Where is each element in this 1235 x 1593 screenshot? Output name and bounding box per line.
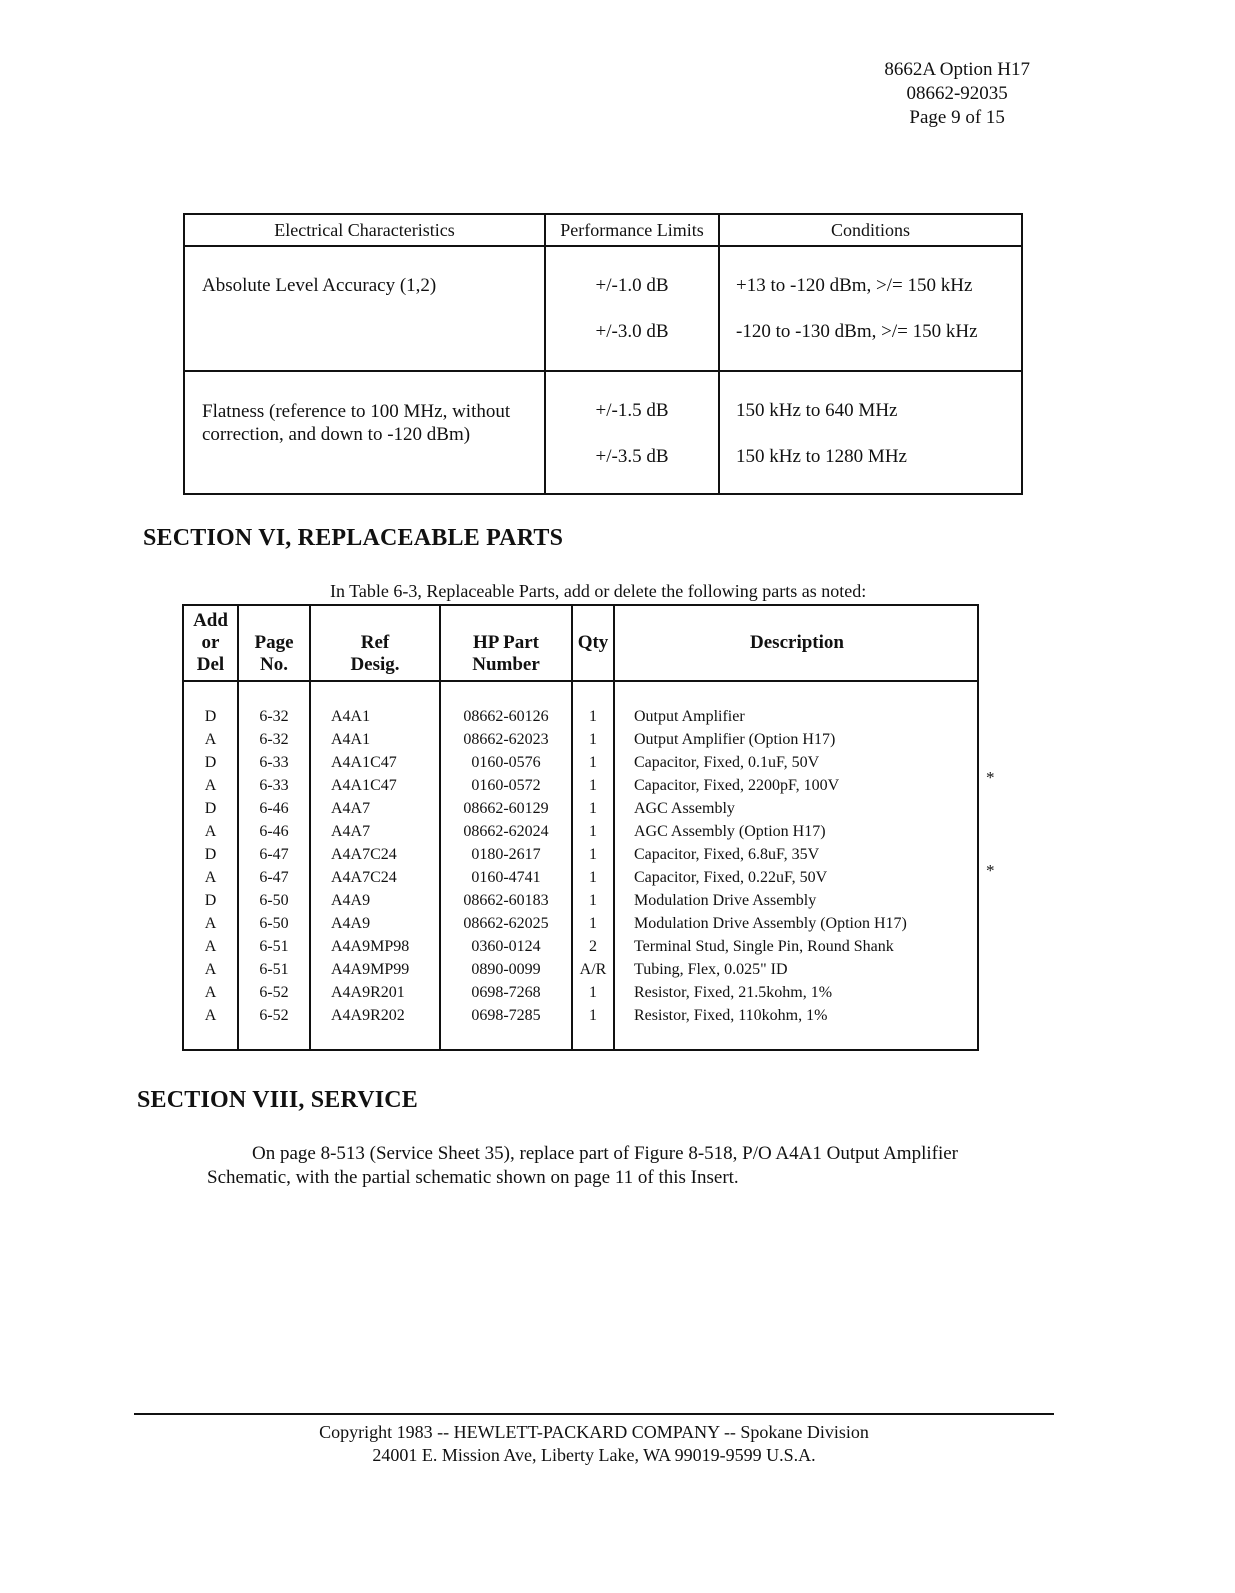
- condition-value: 150 kHz to 640 MHz: [736, 400, 898, 421]
- description-cell: Resistor, Fixed, 21.5kohm, 1%: [634, 984, 833, 1001]
- header-description: Description: [750, 632, 844, 653]
- add-del-cell: D: [204, 800, 217, 817]
- description-cell: Tubing, Flex, 0.025" ID: [634, 961, 788, 978]
- description-cell: Modulation Drive Assembly: [634, 892, 817, 909]
- page-no-cell: 6-32: [259, 708, 289, 725]
- page-no-cell: 6-46: [259, 823, 289, 840]
- characteristic-cell: Absolute Level Accuracy (1,2): [185, 247, 546, 370]
- header-characteristics: Electrical Characteristics: [185, 215, 546, 245]
- ref-desig-cell: A4A7: [331, 800, 371, 817]
- table-row: [184, 961, 977, 984]
- qty-cell: 1: [589, 846, 597, 863]
- add-del-cell: A: [204, 915, 217, 932]
- header-text: Ref: [360, 632, 390, 653]
- ref-desig-cell: A4A1C47: [331, 777, 397, 794]
- ref-desig-cell: A4A9: [331, 915, 371, 932]
- header-text: Add: [193, 610, 228, 631]
- header-text: Page: [254, 632, 294, 653]
- header-text: HP Part: [473, 632, 539, 653]
- qty-cell: 1: [589, 777, 597, 794]
- page-no-cell: 6-52: [259, 1007, 289, 1024]
- header-page-no: [239, 632, 309, 676]
- table-row: [185, 372, 1021, 493]
- ref-desig-cell: A4A7C24: [331, 869, 397, 886]
- description-cell: Output Amplifier: [634, 708, 745, 725]
- ref-desig-cell: A4A7: [331, 823, 371, 840]
- limit-value: +/-3.5 dB: [595, 446, 669, 467]
- add-del-cell: D: [204, 754, 217, 771]
- condition-value: 150 kHz to 1280 MHz: [736, 446, 907, 467]
- table-row: [184, 800, 977, 823]
- page-footer: [134, 1421, 1054, 1467]
- description-cell: Modulation Drive Assembly (Option H17): [634, 915, 907, 932]
- conditions-cell: [720, 372, 1021, 493]
- limit-value: +/-3.0 dB: [595, 321, 669, 342]
- add-del-cell: A: [204, 731, 217, 748]
- header-text: No.: [260, 654, 288, 675]
- description-cell: Capacitor, Fixed, 2200pF, 100V: [634, 777, 840, 794]
- copyright-line: Copyright 1983 -- HEWLETT-PACKARD COMPANY -- Spokane Division: [319, 1422, 869, 1442]
- table-row: [184, 869, 977, 892]
- add-del-cell: A: [204, 823, 217, 840]
- description-cell: Terminal Stud, Single Pin, Round Shank: [634, 938, 894, 955]
- ref-desig-cell: A4A9MP98: [331, 938, 410, 955]
- header-text: Del: [196, 654, 225, 675]
- ref-desig-cell: A4A7C24: [331, 846, 397, 863]
- section-six-intro: In Table 6-3, Replaceable Parts, add or delete the following parts as noted:: [330, 581, 867, 601]
- part-number-cell: 0890-0099: [471, 961, 541, 978]
- table-row: [184, 731, 977, 754]
- table-row: [184, 777, 977, 800]
- part-number-cell: 0698-7285: [471, 1007, 541, 1024]
- qty-cell: 1: [589, 708, 597, 725]
- header-divider: [184, 680, 977, 682]
- add-del-cell: A: [204, 777, 217, 794]
- footer-rule: [134, 1413, 1054, 1415]
- description-cell: Capacitor, Fixed, 0.22uF, 50V: [634, 869, 828, 886]
- add-del-cell: A: [204, 961, 217, 978]
- header-qty: Qty: [577, 632, 609, 653]
- section-eight-title: SECTION VIII, SERVICE: [137, 1087, 419, 1113]
- section-six-title: SECTION VI, REPLACEABLE PARTS: [143, 525, 564, 551]
- qty-cell: 1: [589, 915, 597, 932]
- header-hp-part-number: [441, 632, 571, 676]
- part-number-cell: 08662-62023: [463, 731, 549, 748]
- limits-cell: [546, 372, 720, 493]
- header-performance-limits: Performance Limits: [546, 215, 720, 245]
- part-number-cell: 0180-2617: [471, 846, 541, 863]
- ref-desig-cell: A4A1C47: [331, 754, 397, 771]
- page-header: [884, 58, 1030, 130]
- add-del-cell: A: [204, 984, 217, 1001]
- address-line: 24001 E. Mission Ave, Liberty Lake, WA 99019-9599 U.S.A.: [372, 1445, 816, 1465]
- table-row: [184, 915, 977, 938]
- table-row: [184, 938, 977, 961]
- page-no-cell: 6-50: [259, 892, 289, 909]
- qty-cell: 1: [589, 823, 597, 840]
- part-number-cell: 08662-62024: [463, 823, 549, 840]
- description-cell: Capacitor, Fixed, 0.1uF, 50V: [634, 754, 820, 771]
- part-number-cell: 08662-60129: [463, 800, 549, 817]
- qty-cell: 1: [589, 892, 597, 909]
- qty-cell: 1: [589, 800, 597, 817]
- ref-desig-cell: A4A1: [331, 708, 371, 725]
- ref-desig-cell: A4A1: [331, 731, 371, 748]
- page-no-cell: 6-51: [259, 961, 289, 978]
- add-del-cell: A: [204, 1007, 217, 1024]
- qty-cell: 1: [589, 731, 597, 748]
- part-number-cell: 0360-0124: [471, 938, 541, 955]
- qty-cell: 1: [589, 869, 597, 886]
- description-cell: AGC Assembly (Option H17): [634, 823, 826, 840]
- ref-desig-cell: A4A9R201: [331, 984, 405, 1001]
- add-del-cell: D: [204, 846, 217, 863]
- table-row: [184, 984, 977, 1007]
- page-no-cell: 6-32: [259, 731, 289, 748]
- add-del-cell: D: [204, 708, 217, 725]
- condition-value: -120 to -130 dBm, >/= 150 kHz: [736, 321, 978, 342]
- limit-value: +/-1.5 dB: [595, 400, 669, 421]
- qty-cell: 1: [589, 1007, 597, 1024]
- part-number-cell: 08662-60183: [463, 892, 549, 909]
- table-row: [184, 708, 977, 731]
- ref-desig-cell: A4A9MP99: [331, 961, 410, 978]
- paragraph-line: Schematic, with the partial schematic shown on page 11 of this Insert.: [207, 1167, 739, 1188]
- page-no-cell: 6-52: [259, 984, 289, 1001]
- header-text: Number: [472, 654, 540, 675]
- parts-rows: [184, 708, 977, 1030]
- add-del-cell: D: [204, 892, 217, 909]
- add-del-cell: A: [204, 938, 217, 955]
- table-row: [184, 1007, 977, 1030]
- page-no-cell: 6-47: [259, 846, 289, 863]
- page-no-cell: 6-47: [259, 869, 289, 886]
- page-no-cell: 6-33: [259, 777, 289, 794]
- condition-value: +13 to -120 dBm, >/= 150 kHz: [736, 275, 973, 296]
- part-number-cell: 08662-60126: [463, 708, 549, 725]
- page-number: Page 9 of 15: [909, 107, 1005, 128]
- page-no-cell: 6-46: [259, 800, 289, 817]
- qty-cell: 2: [589, 938, 597, 955]
- part-number-cell: 0160-0576: [471, 754, 541, 771]
- conditions-cell: [720, 247, 1021, 370]
- document-model: 8662A Option H17: [884, 59, 1030, 80]
- qty-cell: 1: [589, 984, 597, 1001]
- page-no-cell: 6-33: [259, 754, 289, 771]
- description-cell: AGC Assembly: [634, 800, 735, 817]
- header-ref-desig: [311, 632, 439, 676]
- part-number-cell: 08662-62025: [463, 915, 549, 932]
- document-number: 08662-92035: [906, 83, 1008, 104]
- table-row: [184, 846, 977, 869]
- table-header-row: [185, 215, 1021, 247]
- electrical-characteristics-table: [183, 213, 1023, 495]
- header-add-del: [184, 610, 237, 676]
- limits-cell: [546, 247, 720, 370]
- table-row: [184, 823, 977, 846]
- description-cell: Resistor, Fixed, 110kohm, 1%: [634, 1007, 828, 1024]
- change-mark: *: [986, 861, 995, 880]
- characteristic-cell: Flatness (reference to 100 MHz, without correction, and down to -120 dBm): [185, 372, 546, 493]
- part-number-cell: 0160-4741: [471, 869, 541, 886]
- header-text: Desig.: [350, 654, 400, 675]
- part-number-cell: 0698-7268: [471, 984, 541, 1001]
- part-number-cell: 0160-0572: [471, 777, 541, 794]
- replaceable-parts-table: [182, 604, 995, 1051]
- add-del-cell: A: [204, 869, 217, 886]
- qty-cell: 1: [589, 754, 597, 771]
- change-mark: *: [986, 768, 995, 787]
- description-cell: Capacitor, Fixed, 6.8uF, 35V: [634, 846, 820, 863]
- table-row: [184, 754, 977, 777]
- ref-desig-cell: A4A9R202: [331, 1007, 405, 1024]
- qty-cell: A/R: [579, 961, 607, 978]
- page-no-cell: 6-51: [259, 938, 289, 955]
- table-row: [184, 892, 977, 915]
- section-eight-paragraph: [207, 1142, 997, 1190]
- header-text: or: [201, 632, 220, 653]
- description-cell: Output Amplifier (Option H17): [634, 731, 836, 748]
- paragraph-line: On page 8-513 (Service Sheet 35), replace part of Figure 8-518, P/O A4A1 Output Amplifier: [252, 1143, 959, 1164]
- header-conditions: Conditions: [830, 220, 910, 240]
- table-row: [185, 247, 1021, 372]
- ref-desig-cell: A4A9: [331, 892, 371, 909]
- page-no-cell: 6-50: [259, 915, 289, 932]
- limit-value: +/-1.0 dB: [595, 275, 669, 296]
